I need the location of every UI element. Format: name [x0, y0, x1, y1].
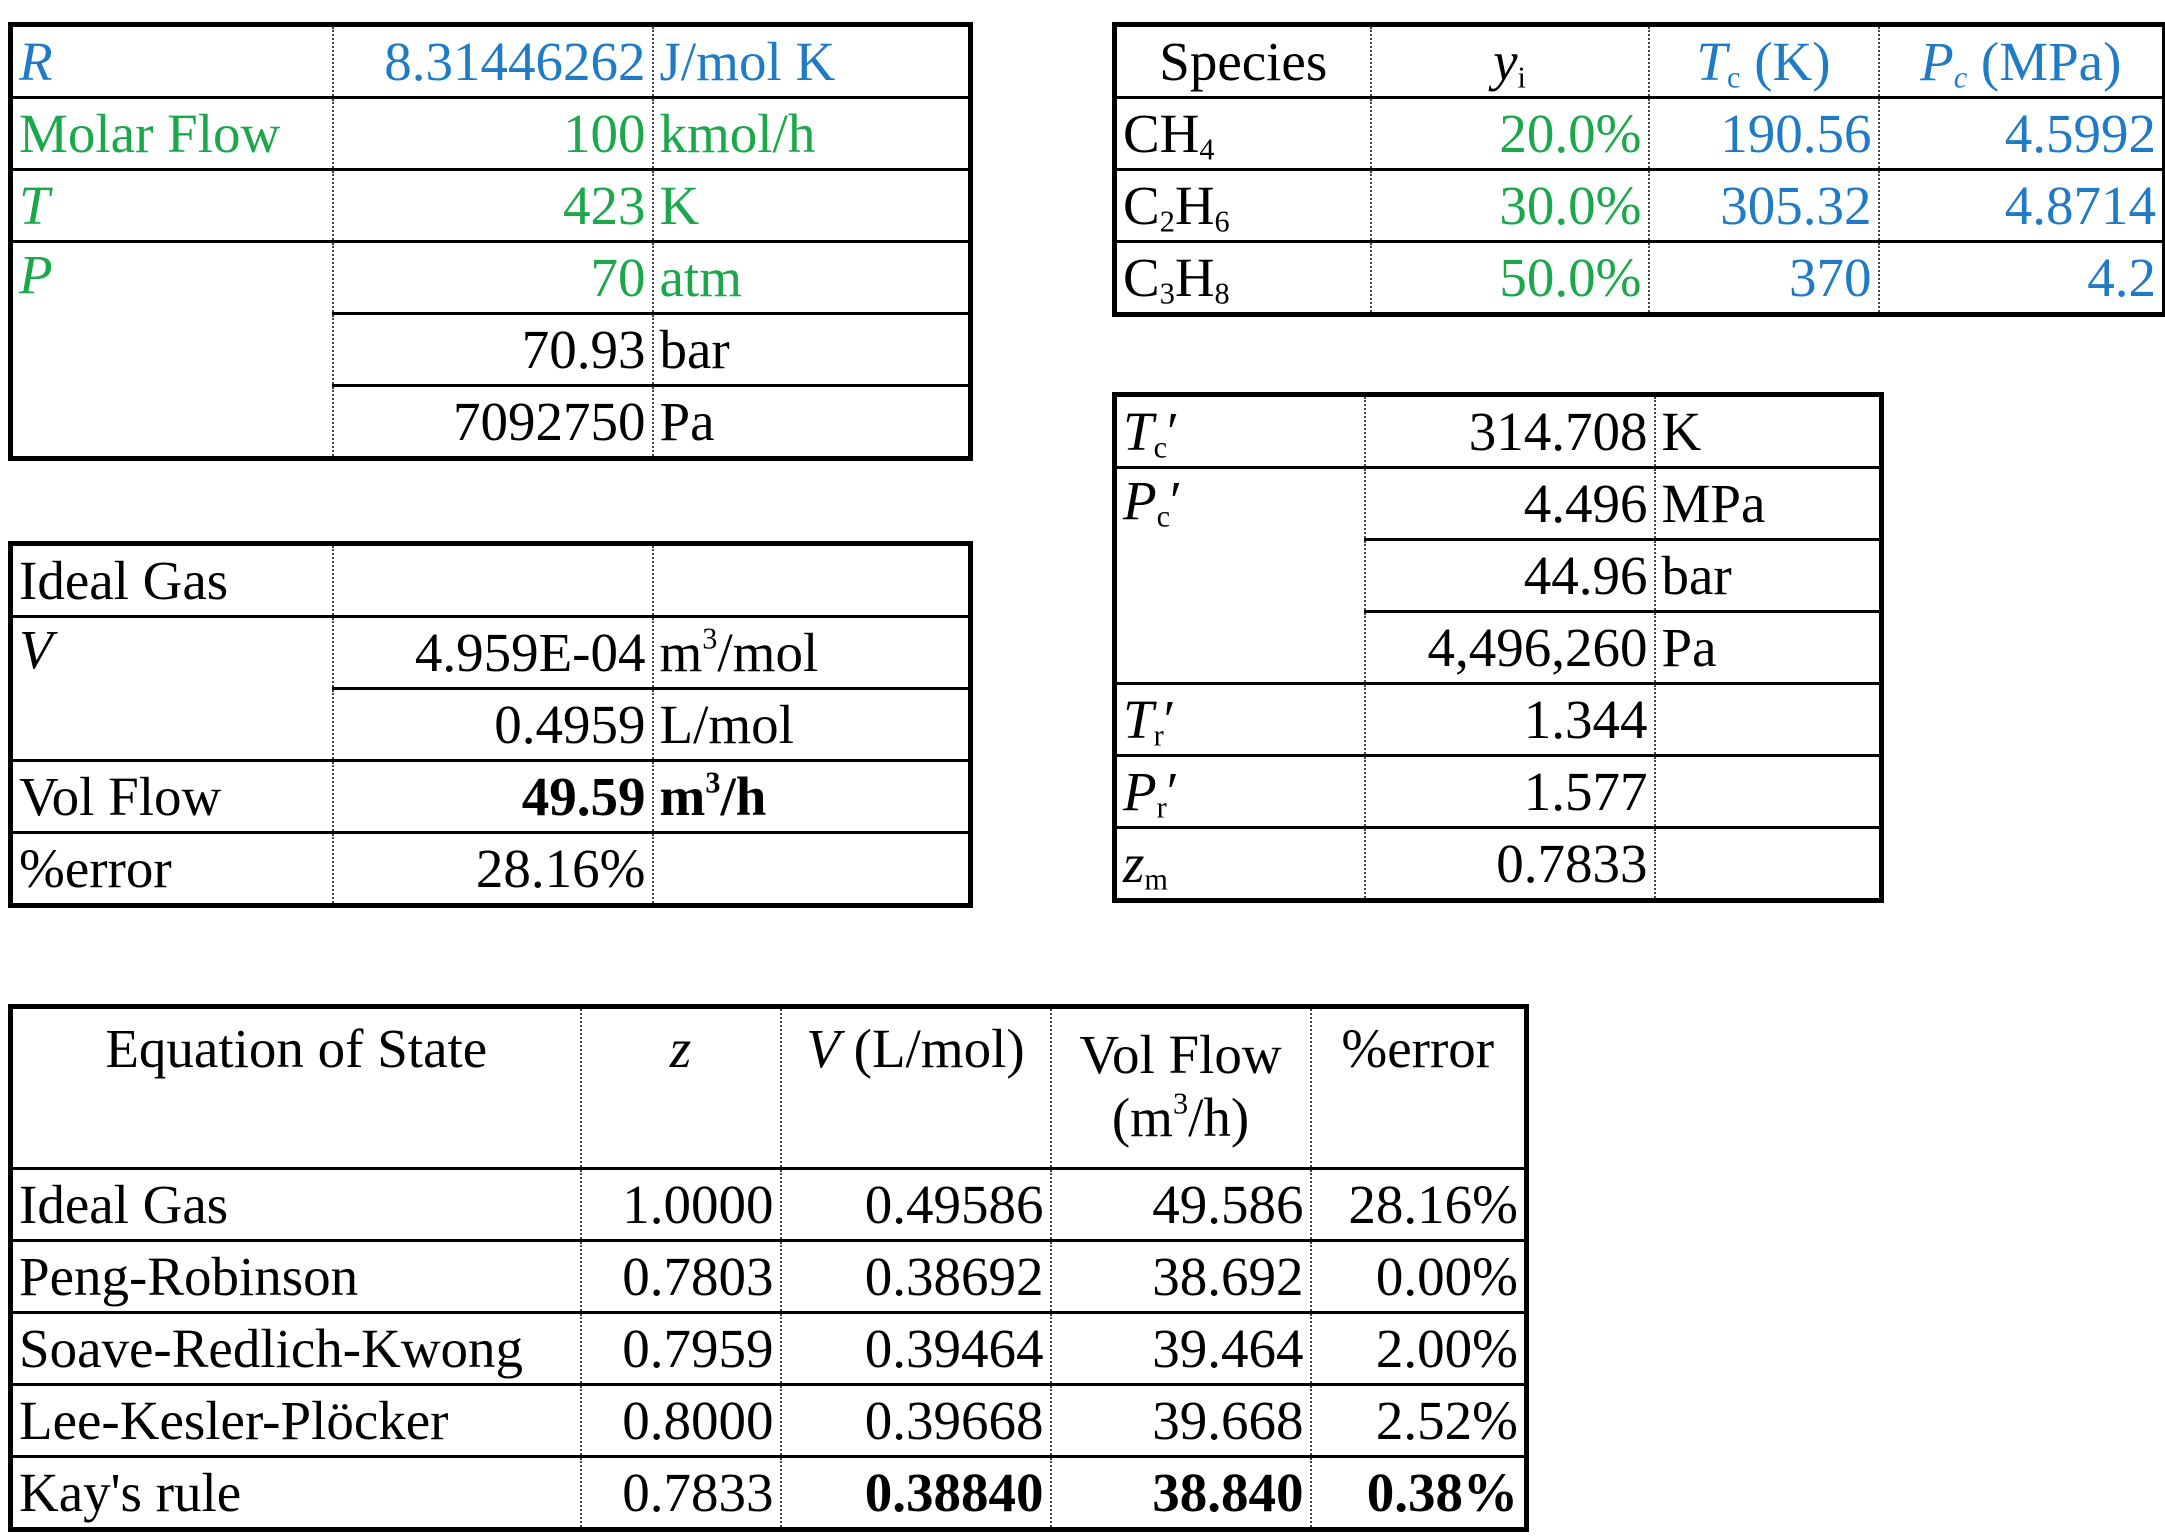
eos-header-row	[11, 1007, 1527, 1169]
param-p-bar-value: 70.93	[333, 314, 653, 386]
eos-row-z: 1.0000	[581, 1169, 781, 1241]
ideal-gas-error-value: 28.16%	[333, 833, 653, 906]
param-row-t	[11, 170, 971, 242]
ideal-gas-title-empty	[333, 544, 653, 617]
species-row	[1115, 170, 2165, 242]
species-row	[1115, 98, 2165, 170]
ideal-gas-v-l-unit: L/mol	[653, 689, 971, 761]
param-row-molar-flow	[11, 98, 971, 170]
param-p-pa-value: 7092750	[333, 386, 653, 459]
pseudo-pc-pa-value: 4,496,260	[1365, 612, 1655, 684]
param-p-pa-unit: Pa	[653, 386, 971, 459]
param-r-value[interactable]: 8.31446262	[333, 25, 653, 98]
eos-row-error: 28.16%	[1311, 1169, 1527, 1241]
ideal-gas-v-l-value: 0.4959	[333, 689, 653, 761]
eos-row-error: 0.00%	[1311, 1241, 1527, 1313]
eos-row-name: Kay's rule	[11, 1457, 581, 1530]
species-pc[interactable]: 4.2	[1879, 242, 2165, 315]
eos-row-v: 0.39464	[781, 1313, 1051, 1385]
eos-row-kays-rule	[11, 1457, 1527, 1530]
pseudo-pr-value: 1.577	[1365, 756, 1655, 828]
pseudo-zm-value: 0.7833	[1365, 828, 1655, 901]
species-header-pc: $P_c$ (MPa)	[1879, 25, 2165, 98]
ideal-gas-v-m3-value: 4.959E-04	[333, 617, 653, 689]
ideal-gas-error-empty	[653, 833, 971, 906]
ideal-gas-v-row	[11, 617, 971, 689]
pseudo-tc-value: 314.708	[1365, 395, 1655, 468]
species-header-species: Species	[1115, 25, 1371, 98]
eos-row-name: Ideal Gas	[11, 1169, 581, 1241]
species-table	[1112, 22, 2165, 317]
species-y[interactable]: 50.0%	[1371, 242, 1649, 315]
eos-row-name: Peng-Robinson	[11, 1241, 581, 1313]
ideal-gas-volflow-unit: $m^3/h$	[653, 761, 971, 833]
eos-row-volflow: 39.668	[1051, 1385, 1311, 1457]
param-p-atm-unit: atm	[653, 242, 971, 314]
species-tc[interactable]: 305.32	[1649, 170, 1879, 242]
pseudo-pc-mpa-value: 4.496	[1365, 468, 1655, 540]
eos-row-z: 0.7803	[581, 1241, 781, 1313]
eos-row-z: 0.7833	[581, 1457, 781, 1530]
eos-row	[11, 1169, 1527, 1241]
pseudo-pr-row	[1115, 756, 1882, 828]
pseudo-pr-empty	[1655, 756, 1882, 828]
eos-table	[8, 1004, 1529, 1532]
pseudo-critical-table	[1112, 392, 1884, 903]
species-row	[1115, 242, 2165, 315]
eos-row	[11, 1241, 1527, 1313]
ideal-gas-v-label: V	[11, 617, 333, 761]
pseudo-pc-bar-value: 44.96	[1365, 540, 1655, 612]
param-t-unit: K	[653, 170, 971, 242]
eos-row-volflow: 38.840	[1051, 1457, 1311, 1530]
pseudo-tc-unit: K	[1655, 395, 1882, 468]
pseudo-tr-row	[1115, 684, 1882, 756]
species-pc[interactable]: 4.5992	[1879, 98, 2165, 170]
species-y[interactable]: 30.0%	[1371, 170, 1649, 242]
pseudo-tc-label: $T_c'$	[1115, 395, 1365, 468]
ideal-gas-error-row	[11, 833, 971, 906]
pseudo-zm-empty	[1655, 828, 1882, 901]
eos-row	[11, 1385, 1527, 1457]
eos-header-z: z	[581, 1007, 781, 1169]
eos-row-name: Soave-Redlich-Kwong	[11, 1313, 581, 1385]
eos-header-error: %error	[1311, 1007, 1527, 1169]
eos-row-error: 0.38%	[1311, 1457, 1527, 1530]
ideal-gas-title-empty	[653, 544, 971, 617]
eos-row-v: 0.38840	[781, 1457, 1051, 1530]
pseudo-pc-row	[1115, 468, 1882, 540]
pseudo-pc-pa-unit: Pa	[1655, 612, 1882, 684]
eos-row-volflow: 39.464	[1051, 1313, 1311, 1385]
param-r-unit: J/mol K	[653, 25, 971, 98]
pseudo-tc-row	[1115, 395, 1882, 468]
eos-row-v: 0.49586	[781, 1169, 1051, 1241]
eos-row	[11, 1313, 1527, 1385]
pseudo-pr-label: $P_r'$	[1115, 756, 1365, 828]
param-molar-flow-label: Molar Flow	[11, 98, 333, 170]
pseudo-tr-empty	[1655, 684, 1882, 756]
pseudo-tr-value: 1.344	[1365, 684, 1655, 756]
eos-header-volflow: Vol Flow $(m^3/h)$	[1051, 1007, 1311, 1169]
eos-header-v: V (L/mol)	[781, 1007, 1051, 1169]
eos-row-z: 0.8000	[581, 1385, 781, 1457]
ideal-gas-volflow-value: 49.59	[333, 761, 653, 833]
pseudo-pc-label: $P_c'$	[1115, 468, 1365, 684]
eos-row-error: 2.52%	[1311, 1385, 1527, 1457]
param-row-p	[11, 242, 971, 314]
param-r-label: R	[11, 25, 333, 98]
eos-row-v: 0.39668	[781, 1385, 1051, 1457]
species-name: $C_2H_6$	[1115, 170, 1371, 242]
pseudo-tr-label: $T_r'$	[1115, 684, 1365, 756]
ideal-gas-v-m3-unit: $m^3$/mol	[653, 617, 971, 689]
parameters-table	[8, 22, 973, 461]
eos-row-volflow: 49.586	[1051, 1169, 1311, 1241]
param-p-bar-unit: bar	[653, 314, 971, 386]
pseudo-zm-row	[1115, 828, 1882, 901]
eos-row-v: 0.38692	[781, 1241, 1051, 1313]
eos-header-name: Equation of State	[11, 1007, 581, 1169]
species-tc[interactable]: 190.56	[1649, 98, 1879, 170]
param-row-r	[11, 25, 971, 98]
param-molar-flow-value[interactable]: 100	[333, 98, 653, 170]
ideal-gas-title-row	[11, 544, 971, 617]
species-name: $CH_4$	[1115, 98, 1371, 170]
ideal-gas-volflow-label: Vol Flow	[11, 761, 333, 833]
species-tc[interactable]: 370	[1649, 242, 1879, 315]
ideal-gas-table	[8, 541, 973, 908]
param-p-label: P	[11, 242, 333, 459]
eos-row-name: Lee-Kesler-Plöcker	[11, 1385, 581, 1457]
species-header-row	[1115, 25, 2165, 98]
species-y[interactable]: 20.0%	[1371, 98, 1649, 170]
species-name: $C_3H_8$	[1115, 242, 1371, 315]
pseudo-pc-bar-unit: bar	[1655, 540, 1882, 612]
ideal-gas-error-label: %error	[11, 833, 333, 906]
species-header-tc: $T_c$ (K)	[1649, 25, 1879, 98]
ideal-gas-volflow-row	[11, 761, 971, 833]
param-molar-flow-unit: kmol/h	[653, 98, 971, 170]
pseudo-pc-mpa-unit: MPa	[1655, 468, 1882, 540]
param-p-atm-value[interactable]: 70	[333, 242, 653, 314]
eos-row-z: 0.7959	[581, 1313, 781, 1385]
ideal-gas-title: Ideal Gas	[11, 544, 333, 617]
param-t-value[interactable]: 423	[333, 170, 653, 242]
pseudo-zm-label: $z_m$	[1115, 828, 1365, 901]
eos-row-error: 2.00%	[1311, 1313, 1527, 1385]
eos-row-volflow: 38.692	[1051, 1241, 1311, 1313]
species-header-y: $y_i$	[1371, 25, 1649, 98]
species-pc[interactable]: 4.8714	[1879, 170, 2165, 242]
param-t-label: T	[11, 170, 333, 242]
